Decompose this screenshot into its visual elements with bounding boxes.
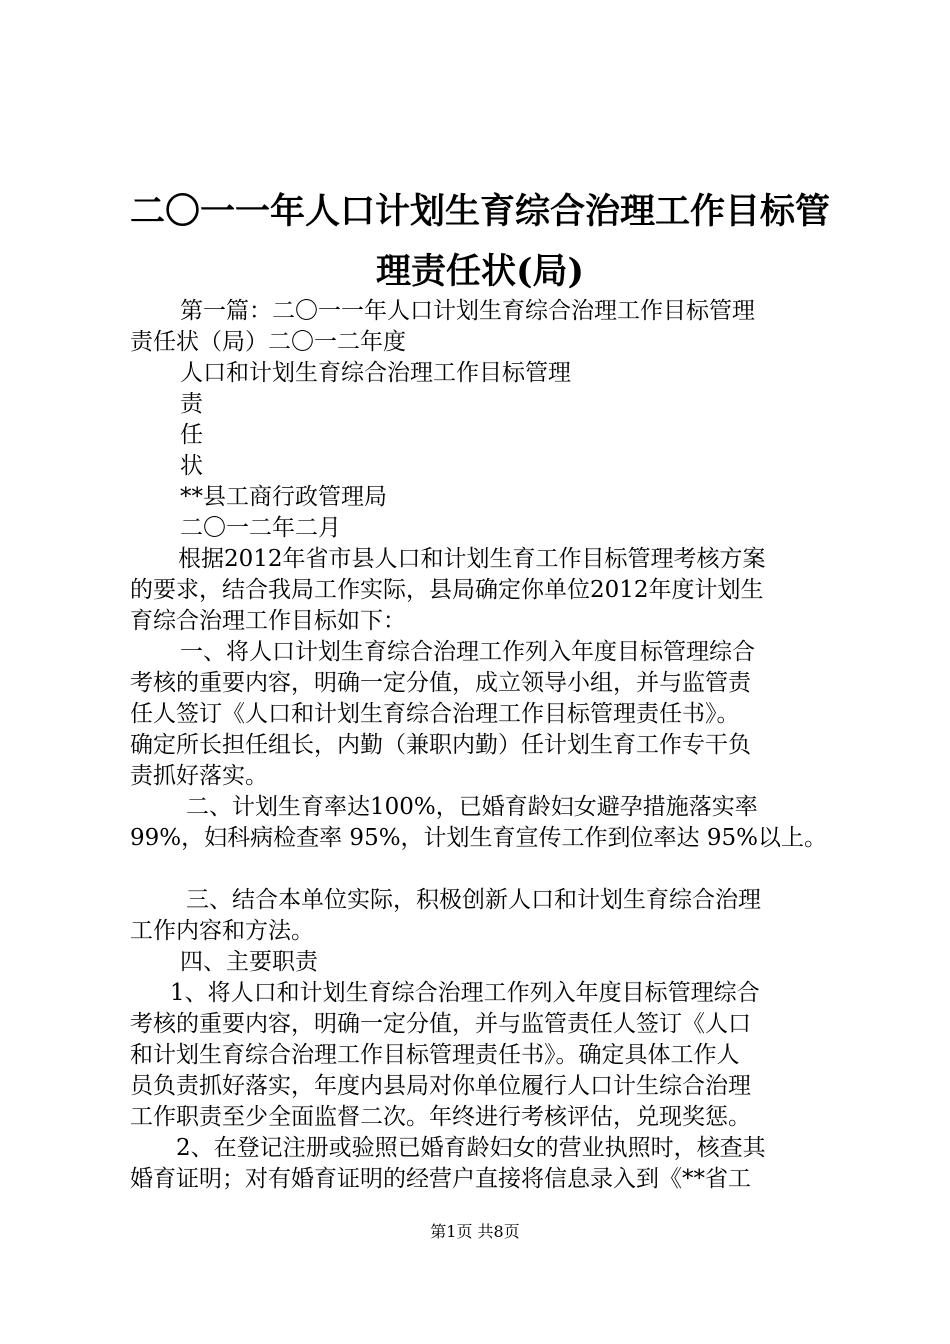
body-line: 工作内容和方法。 [130, 918, 314, 944]
body-line: 二〇一二年二月 [180, 515, 341, 541]
body-line: 三、结合本单位实际，积极创新人口和计划生育综合治理 [186, 887, 761, 913]
body-line: 任 [180, 422, 203, 448]
body-line: 考核的重要内容，明确一定分值，并与监管责任人签订《人口 [130, 1011, 751, 1037]
body-line: 状 [180, 453, 203, 479]
body-line: 第一篇：二〇一一年人口计划生育综合治理工作目标管理 [180, 298, 755, 324]
body-line: 婚育证明；对有婚育证明的经营户直接将信息录入到《**省工 [130, 1166, 751, 1192]
paragraph-gap [130, 854, 835, 885]
document-title-line-1: 二〇一一年人口计划生育综合治理工作目标管 [129, 191, 830, 232]
body-line: 99%，妇科病检查率 95%，计划生育宣传工作到位率达 95%以上。 [130, 825, 827, 851]
body-line: 二、计划生育率达100%，已婚育龄妇女避孕措施落实率 [186, 794, 758, 820]
body-line: 一、将人口计划生育综合治理工作列入年度目标管理综合 [180, 639, 755, 665]
body-line: 确定所长担任组长，内勤（兼职内勤）任计划生育工作专干负 [130, 732, 751, 758]
body-line: **县工商行政管理局 [180, 484, 387, 510]
body-line: 责抓好落实。 [130, 763, 268, 789]
body-line: 责任状（局）二〇一二年度 [130, 329, 406, 355]
body-line: 任人签订《人口和计划生育综合治理工作目标管理责任书》。 [130, 701, 740, 727]
body-line: 根据2012年省市县人口和计划生育工作目标管理考核方案 [178, 546, 766, 572]
body-line: 育综合治理工作目标如下： [130, 608, 406, 634]
page-footer: 第1页 共8页 [430, 1222, 520, 1241]
body-line: 考核的重要内容，明确一定分值，成立领导小组，并与监管责 [130, 670, 751, 696]
body-line: 1、将人口和计划生育综合治理工作列入年度目标管理综合 [170, 980, 760, 1006]
document-body [130, 296, 835, 1195]
body-line: 员负责抓好落实，年度内县局对你单位履行人口计生综合治理 [130, 1073, 751, 1099]
body-line: 四、主要职责 [180, 949, 318, 975]
body-line: 的要求，结合我局工作实际，县局确定你单位2012年度计划生 [130, 577, 764, 603]
body-line: 2、在登记注册或验照已婚育龄妇女的营业执照时，核查其 [176, 1135, 766, 1161]
body-line: 人口和计划生育综合治理工作目标管理 [180, 360, 571, 386]
document-title-line-2: 理责任状(局) [375, 251, 585, 292]
body-line: 责 [180, 391, 203, 417]
body-line: 和计划生育综合治理工作目标管理责任书》。确定具体工作人 [130, 1042, 740, 1068]
body-line: 工作职责至少全面监督二次。年终进行考核评估，兑现奖惩。 [130, 1104, 751, 1130]
